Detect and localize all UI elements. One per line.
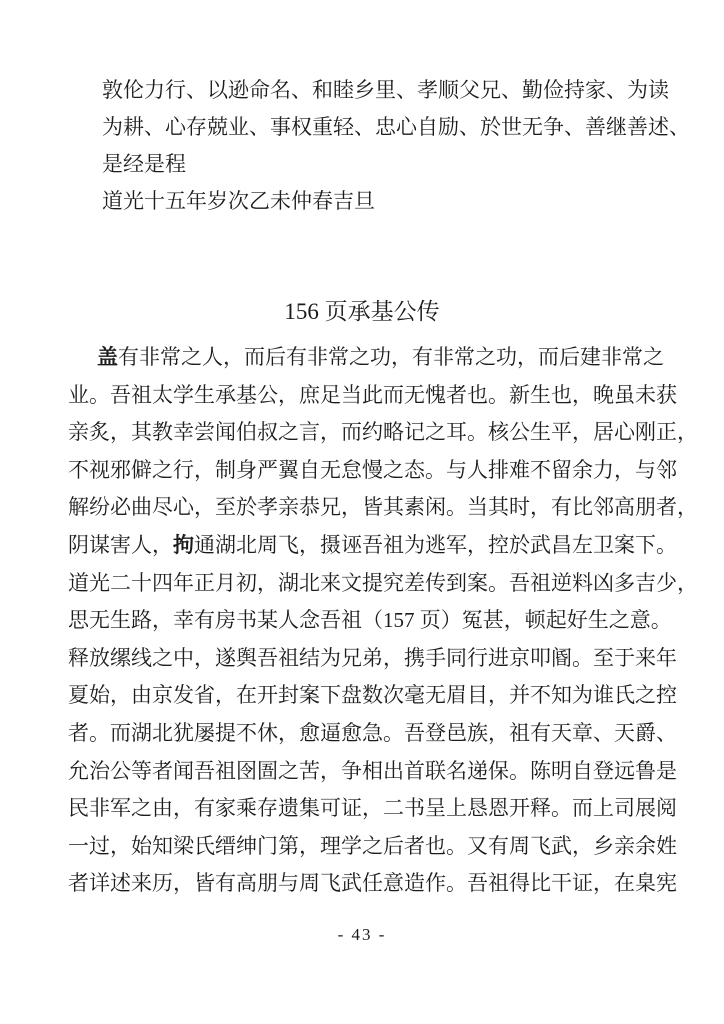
text-line [68,790,677,828]
text-line [102,146,658,183]
text-run: 思无生路，幸有房书某人念吾祖（157 页）冤甚，顿起好生之意。 [68,608,672,633]
text-line [68,828,677,866]
text-line [68,377,677,415]
page-number: - 43 - [337,925,387,944]
text-run: 不视邪僻之行，制身严翼自无怠慢之态。与人排难不留余力，与邻 [68,457,677,482]
text-line [68,565,698,603]
text-run: 夏始，由京发省，在开封案下盘数次毫无眉目，并不知为谁氏之控 [68,683,677,708]
text-run: 解纷必曲尽心，至於孝亲恭兄，皆其素闲。当其时，有比邻高朋者， [68,495,698,520]
text-line [68,527,677,565]
text-run: 者。而湖北犹屡提不休，愈逼愈急。吾登邑族，祖有天章、天爵、 [68,720,677,745]
text-line [68,753,677,791]
text-line [102,72,669,109]
text-run: 为耕、心存兢业、事权重轻、忠心自励、於世无争、善继善述、 [102,115,690,139]
bold-text-run: 拘 [173,532,194,557]
text-run: 释放缧线之中，遂舆吾祖结为兄弟，携手同行进京叩阍。至于来年 [68,645,677,670]
text-run: 者详述来历，皆有高朋与周飞武任意造作。吾祖得比干证，在臬宪 [68,871,677,896]
text-run: 道光二十四年正月初，湖北来文提究差传到案。吾祖逆料凶多吉少， [68,570,698,595]
text-run: 敦伦力行、以逊命名、和睦乡里、孝顺父兄、勤俭持家、为读 [102,78,669,102]
text-run: 道光十五年岁次乙未仲春吉旦 [102,189,375,213]
text-run: 通湖北周飞，摄诬吾祖为逃军，控於武昌左卫案下。 [194,532,677,557]
text-run: 民非军之由，有家乘存遗集可证，二书呈上恳恩开释。而上司展阅 [68,796,677,821]
text-line [68,715,677,753]
text-line [102,109,690,146]
text-line [68,339,664,377]
text-line [68,677,677,715]
bold-text-run: 盖 [97,345,118,369]
text-line [102,183,658,220]
text-line [68,489,698,527]
text-run: 允治公等者闻吾祖囹圄之苦，争相出首联名递保。陈明自登远鲁是 [68,758,677,783]
text-run: 阴谋害人， [68,532,173,557]
section-title: 156 页承基公传 [284,299,440,324]
body-paragraph [68,339,698,903]
text-run: 亲炙，其教幸尝闻伯叔之言，而约略记之耳。核公生平，居心刚正， [68,420,698,445]
text-line [68,602,672,640]
text-line [68,640,677,678]
preface-block [102,72,690,220]
text-run: 业。吾祖太学生承基公，庶足当此而无愧者也。新生也，晚虽未获 [68,382,677,407]
text-line [68,414,698,452]
text-run: 是经是程 [102,152,186,176]
text-run: 有非常之人，而后有非常之功，有非常之功，而后建非常之 [118,345,664,369]
text-line [68,452,677,490]
text-line [68,865,677,903]
text-run: 一过，始知梁氏缙绅门第，理学之后者也。又有周飞武，乡亲余姓 [68,833,677,858]
